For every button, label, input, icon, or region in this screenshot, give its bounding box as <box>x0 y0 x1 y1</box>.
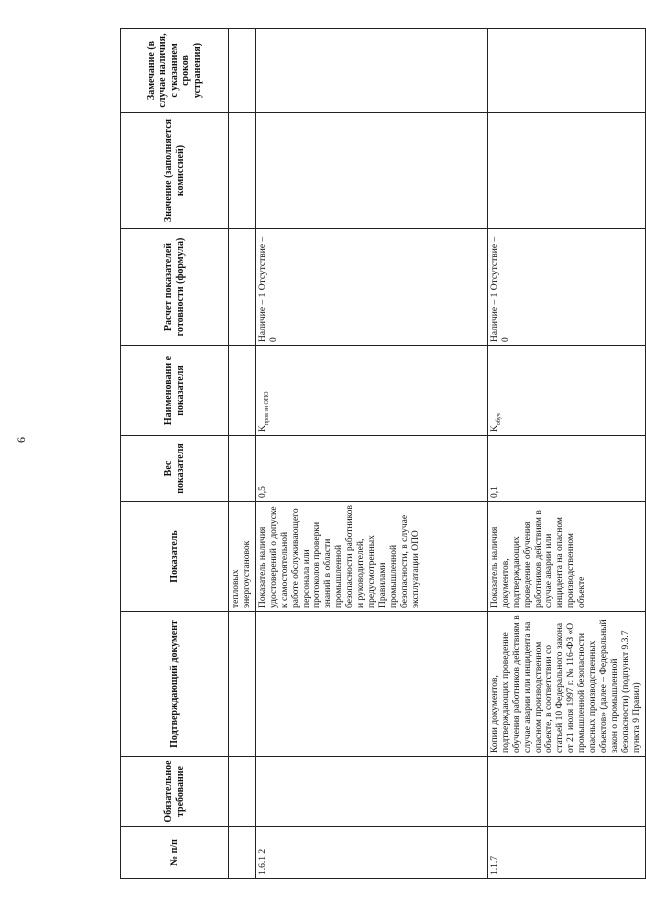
cell-remark <box>229 29 256 113</box>
cell-num: 1.1.7 <box>487 827 645 879</box>
cell-document <box>229 612 256 757</box>
cell-indicator: Показатель наличия удостоверений о допуске к самостоятельной работе обслуживающего персонала или протоколов проверки знаний в области промышленной безопасности работников и руководителей, предусмотренных Правилами промышленной безопасности, в случае эксплуатации ОПО <box>255 502 487 612</box>
table-row <box>229 29 256 879</box>
cell-remark <box>255 29 487 113</box>
header-row <box>121 29 229 879</box>
cell-requirement <box>487 757 645 827</box>
cell-name <box>255 346 487 436</box>
name-main: K <box>257 425 268 432</box>
header-indicator: Показатель <box>121 502 229 612</box>
cell-requirement <box>229 757 256 827</box>
name-main: K <box>489 425 500 432</box>
header-num: № п/п <box>121 827 229 879</box>
header-formula: Расчет показателей готовности (формула) <box>121 229 229 346</box>
header-name: Наименовани е показателя <box>121 346 229 436</box>
header-weight: Вес показателя <box>121 436 229 502</box>
cell-formula: Наличие – 1 Отсутствие – 0 <box>255 229 487 346</box>
cell-name <box>229 346 256 436</box>
cell-document: Копии документов, подтверждающих проведение обучения работников действиям в случае аварии или инцидента на опасном производственном объекте, в соответствии со статьей 10 Федерального закона от 21 июля 1997 г. № 116-ФЗ «О промышленной безопасности опасных производственных объектов» (далее – Федеральный закон о промышленной безопасности) (подпункт 9.3.7 пункта 9 Правил) <box>487 612 645 757</box>
table-row <box>255 29 487 879</box>
cell-document <box>255 612 487 757</box>
cell-formula: Наличие – 1 Отсутствие – 0 <box>487 229 645 346</box>
cell-value <box>229 113 256 229</box>
table-row <box>487 29 645 879</box>
rotated-table-container <box>120 29 642 879</box>
page-number: 6 <box>14 437 28 443</box>
cell-num: 1.6.1 2 <box>255 827 487 879</box>
header-document: Подтверждающий документ <box>121 612 229 757</box>
cell-value <box>487 113 645 229</box>
indicators-table <box>120 28 646 879</box>
cell-name <box>487 346 645 436</box>
header-value: Значение (заполняется комиссией) <box>121 113 229 229</box>
header-remark: Замечание (в случае наличия, с указанием сроков устранения) <box>121 29 229 113</box>
cell-weight: 0,1 <box>487 436 645 502</box>
cell-formula <box>229 229 256 346</box>
cell-requirement <box>255 757 487 827</box>
cell-weight <box>229 436 256 502</box>
name-subscript: пров зн ОПО <box>263 391 270 426</box>
cell-num <box>229 827 256 879</box>
header-requirement: Обязательное требование <box>121 757 229 827</box>
cell-value <box>255 113 487 229</box>
cell-remark <box>487 29 645 113</box>
cell-indicator: тепловых энергоустановок <box>229 502 256 612</box>
cell-weight: 0,5 <box>255 436 487 502</box>
cell-indicator: Показатель наличия документов, подтверждающих проведение обучения работников действиям в случае аварии или инцидента на опасном производственном объекте <box>487 502 645 612</box>
name-subscript: обуч <box>495 413 502 426</box>
